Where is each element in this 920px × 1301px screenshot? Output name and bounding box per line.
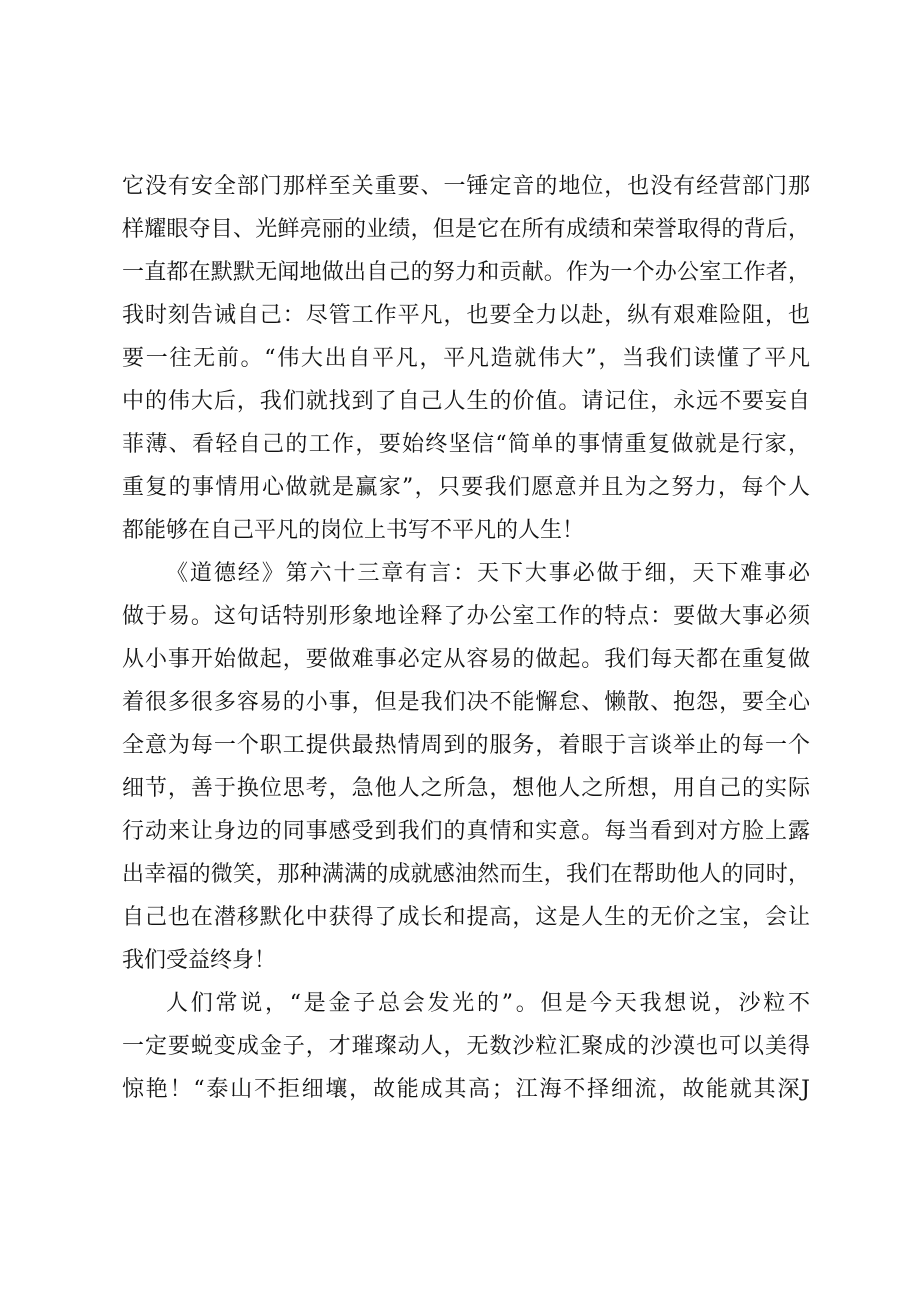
text-line: 《道德经》第六十三章有言：天下大事必做于细，天下难事必	[166, 561, 810, 586]
text-line: 菲薄、看轻自己的工作，要始终坚信“简单的事情重复做就是行家，	[122, 432, 810, 457]
text-line: 做于易。这句话特别形象地诠释了办公室工作的特点：要做大事必须	[122, 604, 810, 629]
text-line: 从小事开始做起，要做难事必定从容易的做起。我们每天都在重复做	[122, 647, 810, 672]
text-line: 自己也在潜移默化中获得了成长和提高，这是人生的无价之宝，会让	[122, 905, 810, 930]
text-line: 它没有安全部门那样至关重要、一锤定音的地位，也没有经营部门那	[122, 174, 810, 199]
paragraph-2	[122, 552, 810, 982]
text-line: 一定要蜕变成金子，才璀璨动人，无数沙粒汇聚成的沙漠也可以美得	[122, 1034, 810, 1059]
text-line: 出幸福的微笑，那种满满的成就感油然而生，我们在帮助他人的同时，	[122, 862, 810, 887]
paragraph-3	[122, 982, 810, 1111]
text-line: 一直都在默默无闻地做出自己的努力和贡献。作为一个办公室工作者，	[122, 260, 810, 285]
text-line: 样耀眼夺目、光鲜亮丽的业绩，但是它在所有成绩和荣誉取得的背后，	[122, 217, 810, 242]
text-line: 惊艳！“泰山不拒细壤，故能成其高；江海不择细流，故能就其深J	[122, 1077, 810, 1102]
text-line: 行动来让身边的同事感受到我们的真情和实意。每当看到对方脸上露	[122, 819, 810, 844]
text-line: 中的伟大后，我们就找到了自己人生的价值。请记住，永远不要妄自	[122, 389, 810, 414]
text-line: 我时刻告诫自己：尽管工作平凡，也要全力以赴，纵有艰难险阻，也	[122, 303, 810, 328]
body-text	[122, 165, 810, 1111]
text-line: 重复的事情用心做就是赢家”，只要我们愿意并且为之努力，每个人	[122, 475, 810, 500]
text-line: 细节，善于换位思考，急他人之所急，想他人之所想，用自己的实际	[122, 776, 810, 801]
text-line: 我们受益终身！	[122, 948, 277, 973]
text-line: 着很多很多容易的小事，但是我们决不能懈怠、懒散、抱怨，要全心	[122, 690, 810, 715]
paragraph-1	[122, 165, 810, 552]
text-line: 要一往无前。“伟大出自平凡，平凡造就伟大”，当我们读懂了平凡	[122, 346, 810, 371]
text-line: 全意为每一个职工提供最热情周到的服务，着眼于言谈举止的每一个	[122, 733, 810, 758]
text-line: 人们常说，“是金子总会发光的”。但是今天我想说，沙粒不	[166, 991, 810, 1016]
text-line: 都能够在自己平凡的岗位上书写不平凡的人生！	[122, 518, 585, 543]
